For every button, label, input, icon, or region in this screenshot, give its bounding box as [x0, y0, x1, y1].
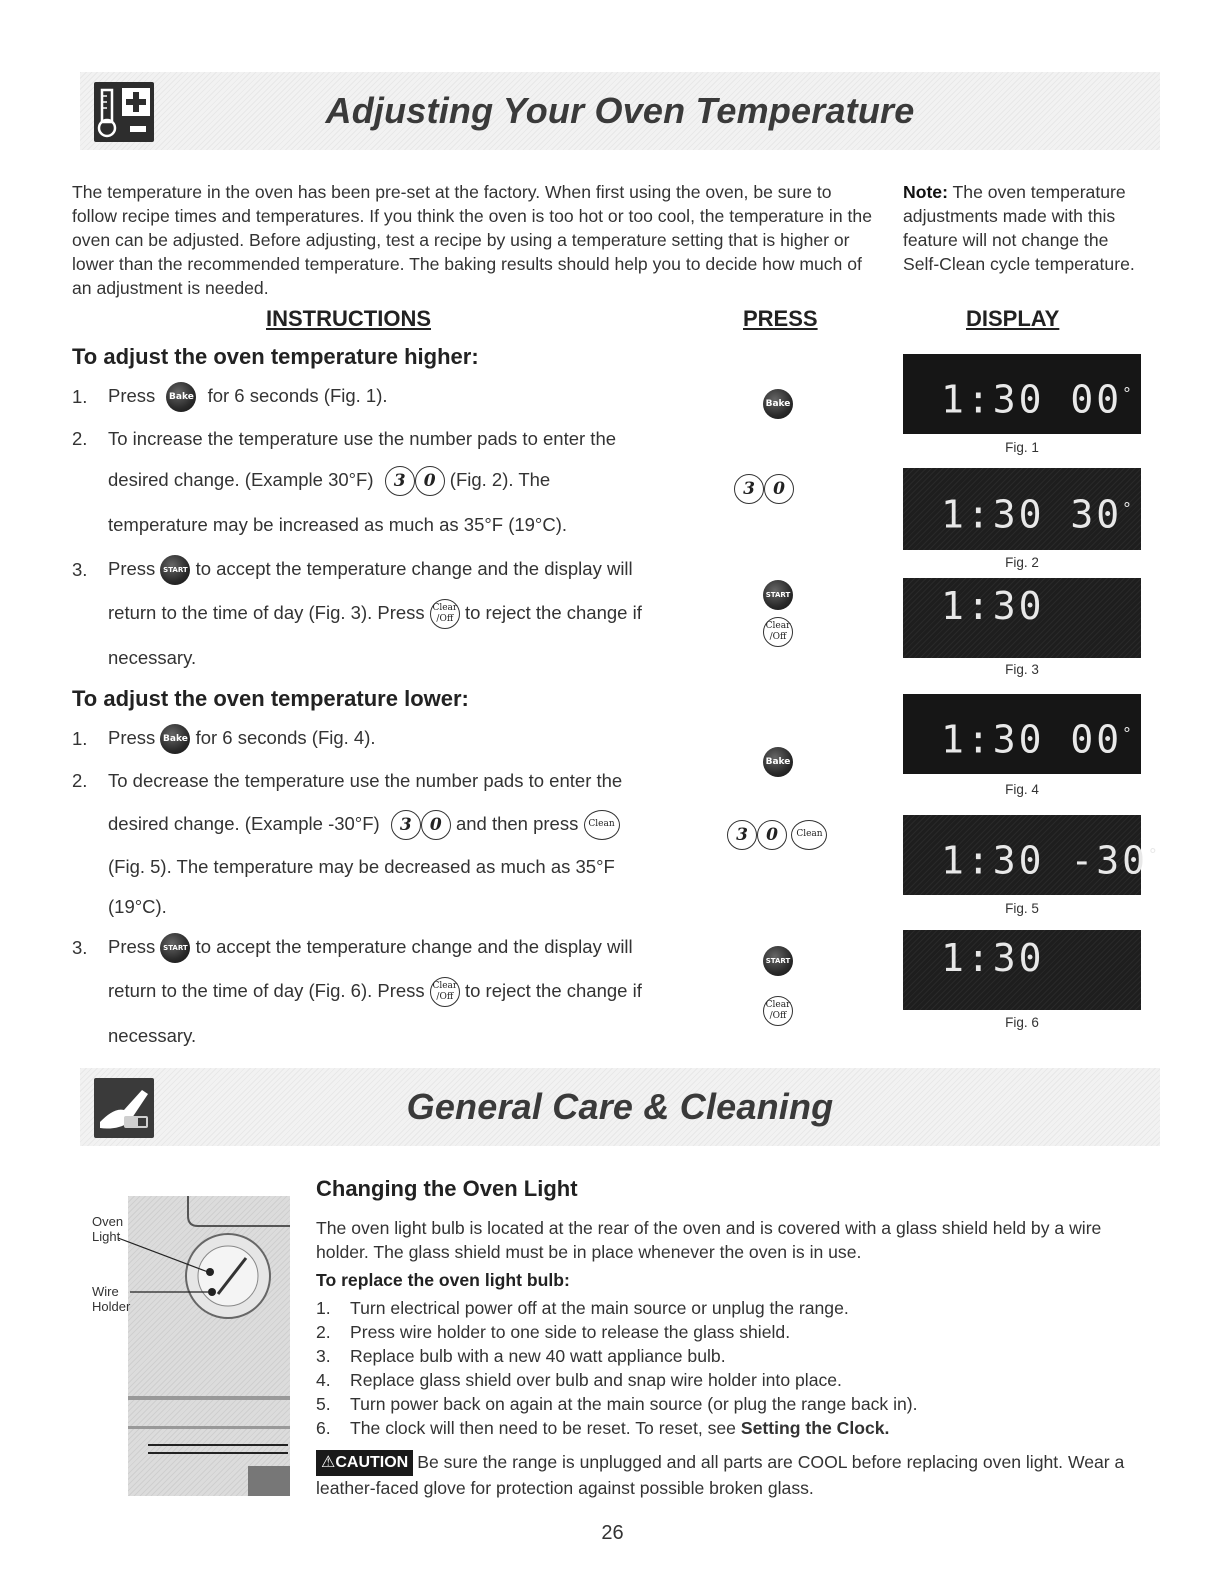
step-text: Press	[108, 557, 156, 579]
step-number: 2.	[72, 428, 88, 449]
clean-key-icon: Clean	[584, 810, 620, 840]
press-bake-key	[763, 389, 793, 419]
display-time: 1:30	[941, 936, 1045, 980]
step-text: temperature may be increased as much as 35°F (19°C).	[108, 514, 567, 535]
number-3-key-icon: 3	[727, 820, 757, 850]
oven-light-intro: The oven light bulb is located at the rear of the oven and is covered with a glass shield held by a wire holder. The glass shield must be in place whenever the oven is in use.	[316, 1218, 1102, 1262]
setting-the-clock-ref: Setting the Clock.	[740, 1418, 890, 1438]
intro-paragraph: The temperature in the oven has been pre-set at the factory. When first using the oven, be sure to follow recipe times and temperatures. If you think the oven is too hot or too cool, the temperature in the oven can be adjusted. Before adjusting, test a recipe by using a temperature setting that is higher or lower than the recommended temperature. The baking results should help you to decide how much of an adjustment is needed.	[72, 182, 872, 298]
figure-caption: Fig. 6	[1005, 1015, 1039, 1030]
figure-caption: Fig. 2	[1005, 555, 1039, 570]
clear-off-key-icon: Clear /Off	[763, 617, 793, 647]
replace-bulb-steps	[316, 1298, 1156, 1442]
number-3-key-icon: 3	[391, 810, 421, 840]
oven-display-fig3	[903, 578, 1141, 658]
step-text: necessary.	[108, 647, 197, 668]
degree-symbol: °	[1122, 384, 1135, 403]
section-banner-oven-temp	[80, 72, 1160, 150]
degree-symbol: °	[1148, 845, 1161, 864]
clear-off-key-icon: Clear /Off	[430, 599, 460, 629]
step-text: and then press	[455, 812, 579, 834]
step-text: To increase the temperature use the number pads to enter the	[108, 428, 617, 449]
note-text: The oven temperature adjustments made with this feature will not change the Self-Clean cycle temperature.	[903, 182, 1135, 274]
number-0-key-icon: 0	[764, 474, 794, 504]
step-text: to reject the change if	[464, 601, 642, 623]
oven-display-fig1	[903, 354, 1141, 434]
number-3-key-icon: 3	[385, 466, 415, 496]
step-number: 1.	[72, 728, 88, 749]
page-number: 26	[601, 1522, 624, 1544]
display-time: 1:30	[941, 492, 1045, 537]
display-time: 1:30	[941, 838, 1045, 883]
col-heading-instructions: INSTRUCTIONS	[266, 306, 431, 331]
warning-triangle-icon: ⚠	[321, 1454, 336, 1471]
col-heading-press: PRESS	[743, 306, 818, 331]
step-number: 1.	[72, 386, 88, 407]
press-number-clean-keys	[727, 820, 827, 850]
list-item: 6. The clock will then need to be reset. To reset, see Setting the Clock.	[316, 1418, 890, 1438]
step-text: return to the time of day (Fig. 3). Press	[108, 601, 425, 623]
step-text: desired change. (Example -30°F)	[108, 812, 380, 834]
step-text: necessary.	[108, 1025, 197, 1046]
caution-note	[316, 1450, 1156, 1500]
display-time: 1:30	[941, 377, 1045, 422]
step-text: To decrease the temperature use the number pads to enter the	[108, 770, 623, 791]
caution-badge: ⚠CAUTION	[316, 1450, 413, 1476]
step-number: 3.	[72, 937, 88, 958]
heading-changing-oven-light: Changing the Oven Light	[316, 1176, 578, 1201]
start-key-icon: START	[763, 580, 793, 610]
degree-symbol: °	[1122, 724, 1135, 743]
figure-caption: Fig. 3	[1005, 662, 1039, 677]
col-heading-display: DISPLAY	[966, 306, 1060, 331]
display-time: 1:30	[941, 717, 1045, 762]
step-text: return to the time of day (Fig. 6). Press	[108, 979, 425, 1001]
number-0-key-icon: 0	[421, 810, 451, 840]
clean-key-icon: Clean	[791, 820, 827, 850]
heading-replace-bulb: To replace the oven light bulb:	[316, 1270, 570, 1290]
heading-adjust-lower: To adjust the oven temperature lower:	[72, 686, 469, 711]
step-text: desired change. (Example 30°F)	[108, 468, 374, 490]
display-value: 00	[1070, 717, 1123, 762]
figure-caption: Fig. 1	[1005, 440, 1039, 455]
figure-caption: Fig. 5	[1005, 901, 1039, 916]
step-number: 3.	[72, 559, 88, 580]
clear-off-key-icon: Clear /Off	[763, 996, 793, 1026]
press-start-key	[763, 580, 793, 610]
start-key-icon: START	[763, 946, 793, 976]
section-title: General Care & Cleaning	[406, 1086, 834, 1127]
number-0-key-icon: 0	[415, 466, 445, 496]
list-item: 3. Replace bulb with a new 40 watt appliance bulb.	[316, 1346, 726, 1366]
section-title: Adjusting Your Oven Temperature	[325, 90, 915, 131]
step-text: to accept the temperature change and the display will	[195, 935, 633, 957]
list-item: 2. Press wire holder to one side to release the glass shield.	[316, 1322, 791, 1342]
display-time: 1:30	[941, 584, 1045, 628]
list-item: 1. Turn electrical power off at the main source or unplug the range.	[316, 1298, 849, 1318]
step-text: Press	[108, 384, 156, 406]
degree-symbol: °	[1122, 499, 1135, 518]
start-key-icon: START	[160, 555, 190, 585]
press-start-key	[763, 946, 793, 976]
step-text: (Fig. 5). The temperature may be decreased as much as 35°F	[108, 856, 615, 877]
list-item: 5. Turn power back on again at the main source (or plug the range back in).	[316, 1394, 918, 1414]
oven-display-fig5	[903, 815, 1161, 895]
bake-key-icon: Bake	[763, 389, 793, 419]
step-text: to accept the temperature change and the display will	[195, 557, 633, 579]
oven-display-fig6	[903, 930, 1141, 1010]
press-clear-key	[763, 996, 793, 1026]
oven-display-fig2	[903, 468, 1141, 550]
step-text: to reject the change if	[464, 979, 642, 1001]
clear-off-key-icon: Clear /Off	[430, 977, 460, 1007]
display-value: 00	[1070, 377, 1123, 422]
bake-key-icon: Bake	[763, 747, 793, 777]
oven-display-fig4	[903, 694, 1141, 774]
section-banner-care-cleaning	[80, 1068, 1160, 1146]
number-0-key-icon: 0	[757, 820, 787, 850]
step-text: for 6 seconds (Fig. 1).	[207, 384, 388, 406]
step-text: Press	[108, 726, 156, 748]
bake-key-icon: Bake	[166, 382, 196, 412]
press-bake-key	[763, 747, 793, 777]
heading-adjust-higher: To adjust the oven temperature higher:	[72, 344, 479, 369]
number-3-key-icon: 3	[734, 474, 764, 504]
display-value: 30	[1070, 492, 1123, 537]
step-number: 2.	[72, 770, 88, 791]
note-label: Note:	[903, 182, 948, 202]
figure-caption: Fig. 4	[1005, 782, 1039, 797]
display-value: -30	[1070, 838, 1149, 883]
label-wire-holder: Wire Holder	[92, 1284, 131, 1314]
caution-text: Be sure the range is unplugged and all parts are COOL before replacing oven light. Wear a leather-faced glove for protection against possible broken glass.	[316, 1452, 1125, 1498]
step-text: for 6 seconds (Fig. 4).	[195, 726, 376, 748]
note-box	[903, 180, 1143, 276]
step-text: Press	[108, 935, 156, 957]
label-oven-light: Oven Light	[92, 1214, 124, 1244]
press-clear-key	[763, 617, 793, 647]
press-number-keys	[734, 474, 794, 504]
start-key-icon: START	[160, 933, 190, 963]
list-item: 4. Replace glass shield over bulb and snap wire holder into place.	[316, 1370, 842, 1390]
bake-key-icon: Bake	[160, 724, 190, 754]
step-text: (Fig. 2). The	[449, 468, 551, 490]
step-text: (19°C).	[108, 896, 167, 917]
